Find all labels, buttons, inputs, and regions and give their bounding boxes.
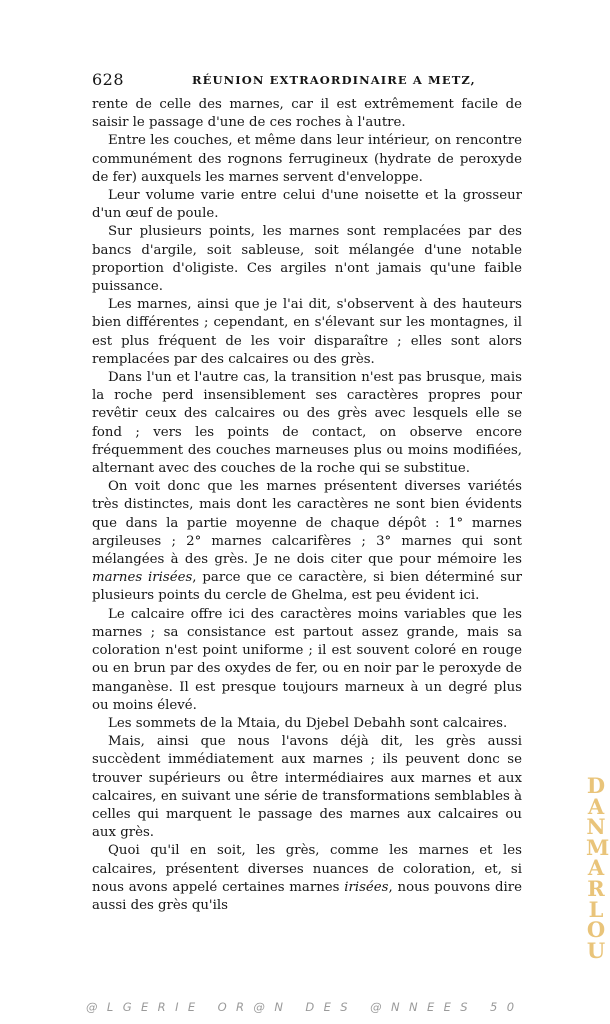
vertical-watermark-text: DANMARLOU bbox=[586, 773, 610, 963]
paragraph bbox=[92, 478, 522, 605]
paragraph bbox=[92, 132, 522, 187]
paragraph-text: Les marnes, ainsi que je l'ai dit, s'observent à des hauteurs bien différentes ; cependant, en s'élevant sur les montagnes, il est plus fréquent de les voir disparaître ; elles sont alors remplacées par des calcaires ou des grès. bbox=[92, 297, 522, 367]
paragraph bbox=[92, 842, 522, 915]
paragraph bbox=[92, 187, 522, 223]
paragraph-text: , parce que ce caractère, si bien déterminé sur plusieurs points du cercle de Ghelma, est peu évident ici. bbox=[92, 570, 522, 604]
paragraph bbox=[92, 369, 522, 478]
paragraph-text: Dans l'un et l'autre cas, la transition n'est pas brusque, mais la roche perd insensiblement ses caractères propres pour revêtir ceux des calcaires ou des grès avec lesquels elle se fond ; vers les points de contact, on observe encore fréquemment des couches marneuses plus ou moins modifiées, alternant avec des couches de la roche qui se substitue. bbox=[92, 370, 522, 477]
paragraph bbox=[92, 223, 522, 296]
paragraph-text: rente de celle des marnes, car il est extrêmement facile de saisir le passage d'une de ces roches à l'autre. bbox=[92, 97, 522, 131]
paragraph bbox=[92, 715, 522, 733]
paragraph-text: Entre les couches, et même dans leur intérieur, on rencontre communément des rognons ferrugineux (hydrate de peroxyde de fer) auxquels les marnes servent d'enveloppe. bbox=[92, 133, 522, 185]
paragraph-text: , nous pouvons dire aussi des grès qu'ils bbox=[92, 879, 523, 913]
page-header bbox=[92, 70, 522, 94]
paragraph bbox=[92, 296, 522, 369]
page-number: 628 bbox=[92, 70, 125, 89]
vertical-watermark bbox=[586, 773, 610, 963]
italic-text: marnes irisées bbox=[92, 570, 193, 586]
running-title: RÉUNION EXTRAORDINAIRE A METZ, bbox=[192, 73, 476, 87]
paragraph bbox=[92, 733, 522, 842]
italic-text: irisées bbox=[344, 879, 389, 895]
body-text bbox=[92, 96, 522, 915]
paragraph-text: On voit donc que les marnes présentent diverses variétés très distinctes, mais dont les caractères ne sont bien évidents que dans la partie moyenne de chaque dépôt : 1° marnes argileuses ; 2° marnes calcarifères ; 3° marnes qui sont mélangées à des grès. Je ne dois citer que pour mémoire les bbox=[92, 479, 522, 568]
paragraph-text: Sur plusieurs points, les marnes sont remplacées par des bancs d'argile, soit sableuse, soit mélangée d'une notable proportion d'oligiste. Ces argiles n'ont jamais qu'une faible puissance. bbox=[92, 224, 522, 295]
paragraph bbox=[92, 606, 522, 715]
footer-watermark: @LGERIE OR@N DES @NNEES 50 bbox=[86, 1000, 524, 1014]
paragraph-text: Les sommets de la Mtaia, du Djebel Debahh sont calcaires. bbox=[108, 715, 508, 731]
paragraph-text: Mais, ainsi que nous l'avons déjà dit, les grès aussi succèdent immédiatement aux marnes ; ils peuvent donc se trouver supérieurs ou être intermédiaires aux marnes et aux calcaires, en suivant une série de transformations semblables à celles qui marquent le passage des marnes aux calcaires ou aux grès. bbox=[92, 734, 522, 841]
paragraph-text: Quoi qu'il en soit, les grès, comme les marnes et les calcaires, présentent diverses nuances de coloration, et, si nous avons appelé certaines marnes bbox=[92, 843, 522, 895]
paragraph-text: Leur volume varie entre celui d'une noisette et la grosseur d'un œuf de poule. bbox=[92, 188, 522, 222]
paragraph bbox=[92, 96, 522, 132]
paragraph-text: Le calcaire offre ici des caractères moins variables que les marnes ; sa consistance est partout assez grande, mais sa coloration n'est point uniforme ; il est souvent coloré en rouge ou en brun par des oxydes de fer, ou en noir par le peroxyde de manganèse. Il est presque toujours marneux à un degré plus ou moins élevé. bbox=[92, 606, 522, 713]
